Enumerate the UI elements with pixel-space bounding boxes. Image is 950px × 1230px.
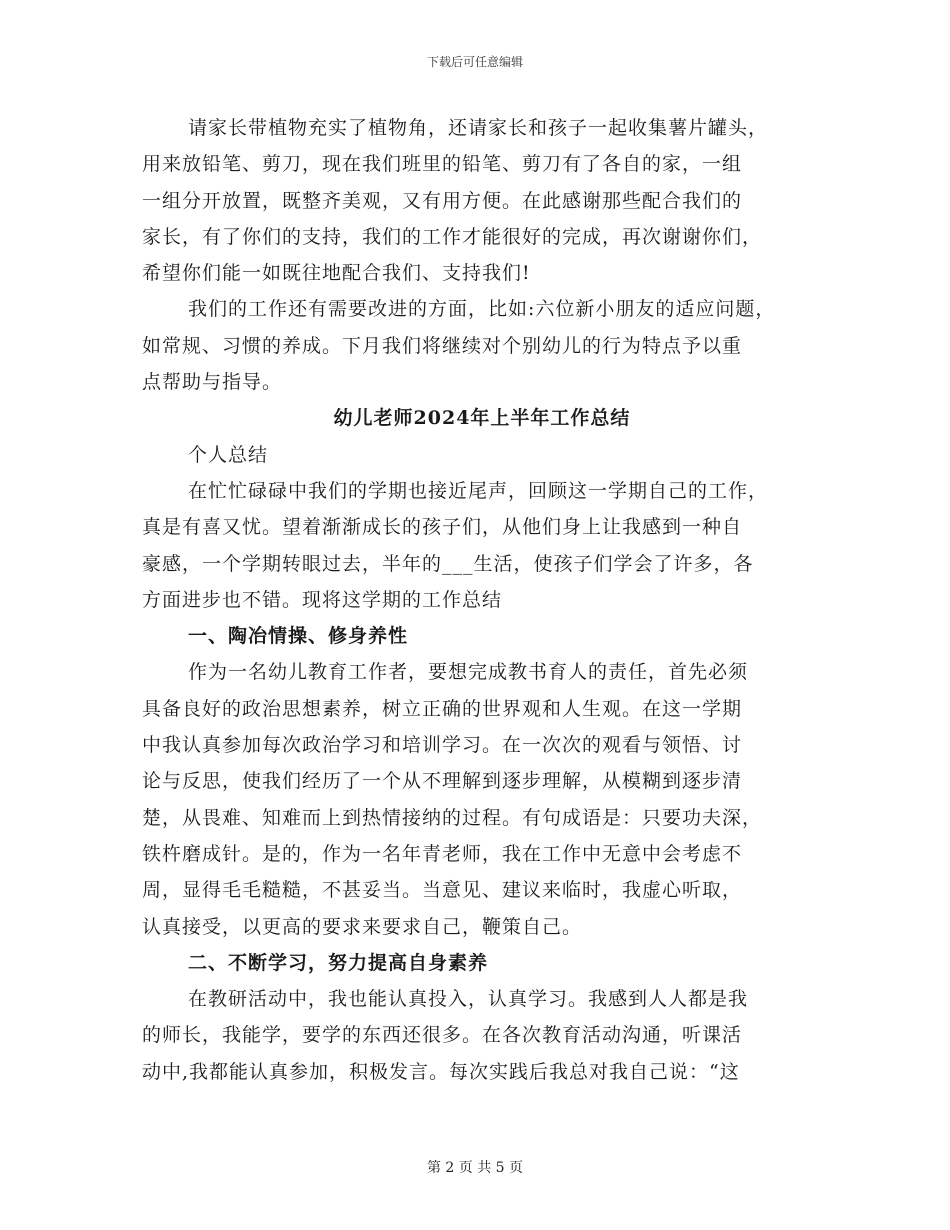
section-heading: 一、陶冶情操、修身养性 (188, 625, 409, 648)
text-line: 中我认真参加每次政治学习和培训学习。在一次次的观看与领悟、讨 (142, 734, 743, 757)
text-line: 真是有喜又忧。望着渐渐成长的孩子们，从他们身上让我感到一种自 (142, 516, 743, 539)
text-line: 在忙忙碌碌中我们的学期也接近尾声，回顾这一学期自己的工作， (188, 479, 769, 502)
text-line: 认真接受，以更高的要求来要求自己，鞭策自己。 (142, 915, 583, 938)
text-line: 论与反思，使我们经历了一个从不理解到逐步理解，从模糊到逐步清 (142, 770, 743, 793)
text-line: 动中,我都能认真参加，积极发言。每次实践后我总对我自己说：“这 (142, 1060, 740, 1083)
text-line: 请家长带植物充实了植物角，还请家长和孩子一起收集薯片罐头， (188, 117, 769, 139)
text-line: 具备良好的政治思想素养，树立正确的世界观和人生观。在这一学期 (142, 697, 743, 720)
text-line: 周，显得毛毛糙糙，不甚妥当。当意见、建议来临时，我虚心听取， (142, 879, 743, 902)
text-line: 一组分开放置，既整齐美观，又有用方便。在此感谢那些配合我们的 (142, 189, 743, 212)
text-line: 个人总结 (188, 443, 269, 466)
document-title: 幼儿老师2024年上半年工作总结 (333, 407, 631, 430)
document-body (142, 110, 822, 1090)
text-line: 在教研活动中，我也能认真投入，认真学习。我感到人人都是我 (188, 988, 749, 1011)
text-line: 的师长，我能学，要学的东西还很多。在各次教育活动沟通，听课活 (142, 1024, 743, 1047)
text-line: 豪感，一个学期转眼过去，半年的___生活，使孩子们学会了许多，各 (142, 552, 754, 575)
text-line: 铁杵磨成针。是的，作为一名年青老师，我在工作中无意中会考虑不 (142, 842, 743, 865)
text-line: 用来放铅笔、剪刀，现在我们班里的铅笔、剪刀有了各自的家，一组 (142, 153, 743, 176)
text-line: 希望你们能一如既往地配合我们、支持我们! (142, 262, 531, 285)
section-heading: 二、不断学习，努力提高自身素养 (188, 951, 489, 974)
text-line: 家长，有了你们的支持，我们的工作才能很好的完成，再次谢谢你们， (142, 225, 763, 248)
text-line: 方面进步也不错。现将这学期的工作总结 (142, 588, 503, 611)
text-line: 点帮助与指导。 (142, 371, 283, 394)
text-line: 楚，从畏难、知难而上到热情接纳的过程。有句成语是：只要功夫深， (142, 806, 763, 829)
page-header: 下载后可任意编辑 (426, 55, 523, 69)
text-line: 我们的工作还有需要改进的方面，比如:六位新小朋友的适应问题， (188, 298, 776, 321)
text-line: 作为一名幼儿教育工作者，要想完成教书育人的责任，首先必须 (188, 661, 749, 684)
text-line: 如常规、习惯的养成。下月我们将继续对个别幼儿的行为特点予以重 (142, 334, 743, 357)
page-footer: 第 2 页 共 5 页 (426, 1160, 524, 1176)
